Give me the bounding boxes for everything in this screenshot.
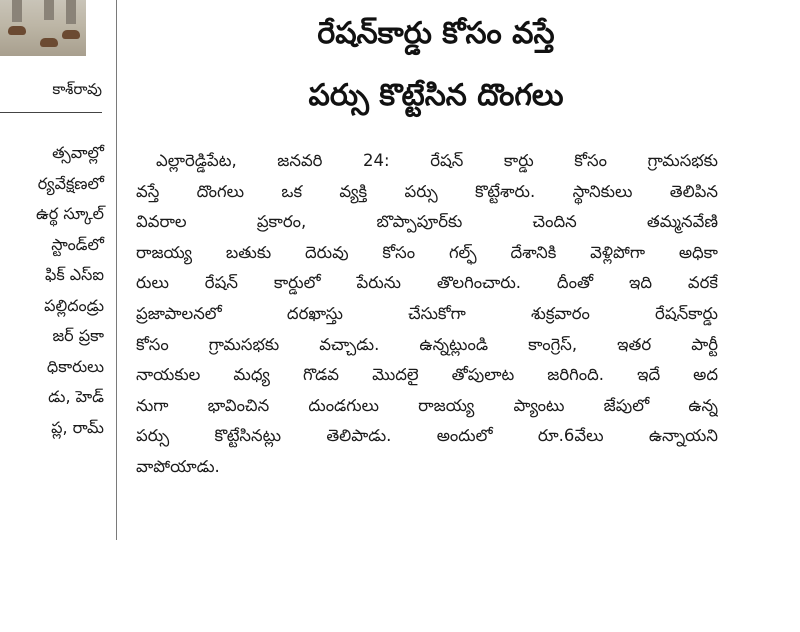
text-line: త్సవాల్లో [52, 143, 104, 162]
body-line: వివరాల ప్రకారం, బొప్పాపూర్‌కు చెందిన తమ్మనవేణి [136, 212, 718, 232]
photo-foot [62, 30, 80, 39]
headline-line: పర్సు కొట్టేసిన దొంగలు [308, 78, 564, 113]
body-line: పర్సు కొట్టేసినట్లు తెలిపాడు. అందులో రూ.6వేలు ఉన్నాయని [136, 426, 718, 446]
text-line: ర్యవేక్షణలో [37, 173, 104, 193]
adjacent-article-column [0, 0, 116, 540]
cropped-photo [0, 0, 86, 56]
article-body [136, 146, 718, 483]
body-line: నాయకుల మధ్య గొడవ మొదలై తోపులాట జరిగింది. ఇదే అద [136, 365, 718, 385]
body-line: ఎల్లారెడ్డిపేట, జనవరి 24: రేషన్ కార్డు కోసం గ్రామసభకు [156, 151, 718, 170]
body-line: వస్తే దొంగలు ఒక వ్యక్తి పర్సు కొట్టేశారు. స్థానికులు తెలిపిన [136, 181, 718, 201]
text-line: డు, హెడ్ [48, 387, 104, 406]
body-line: రులు రేషన్ కార్డులో పేరును తొలగించారు. దీంతో ఇది వరకే [136, 273, 718, 293]
text-line: ఉర్థ స్కూల్ [36, 204, 104, 223]
headline-line: రేషన్‌కార్డు కోసం వస్తే [317, 16, 555, 51]
photo-foot [40, 38, 58, 47]
text-line: ప్ల, రామ్ [51, 417, 104, 437]
body-line: వాపోయాడు. [136, 456, 220, 476]
column-divider [116, 0, 117, 540]
photo-foot [8, 26, 26, 35]
text-line: ధికారులు [46, 356, 104, 376]
photo-leg [44, 0, 54, 20]
text-line: పల్లిదండ్రు [44, 295, 104, 315]
body-line: నుగా భావించిన దుండగులు రాజయ్య ప్యాంటు జేపులో ఉన్న [136, 395, 718, 415]
news-article [136, 0, 736, 483]
byline-rule [0, 112, 102, 113]
body-line: ప్రజాపాలనలో దరఖాస్తు చేసుకోగా శుక్రవారం రేషన్‌కార్డు [136, 303, 718, 323]
body-line: కోసం గ్రామసభకు వచ్చాడు. ఉన్నట్లుండి కాంగ్రెస్, ఇతర పార్టీ [136, 334, 718, 354]
adjacent-byline: కాశ్‌రావు [52, 80, 102, 98]
photo-leg [66, 0, 76, 24]
photo-leg [12, 0, 22, 22]
text-line: స్టాండ్‌లో [51, 234, 104, 254]
body-line: రాజయ్య బతుకు దెరువు కోసం గల్ఫ్ దేశానికి వెళ్లిపోగా అధికా [136, 242, 718, 262]
text-line: జర్ ప్రకా [52, 326, 104, 345]
adjacent-article-text [0, 138, 108, 443]
headline [136, 6, 736, 124]
text-line: ఫిక్ ఎస్ఐ [44, 265, 104, 284]
